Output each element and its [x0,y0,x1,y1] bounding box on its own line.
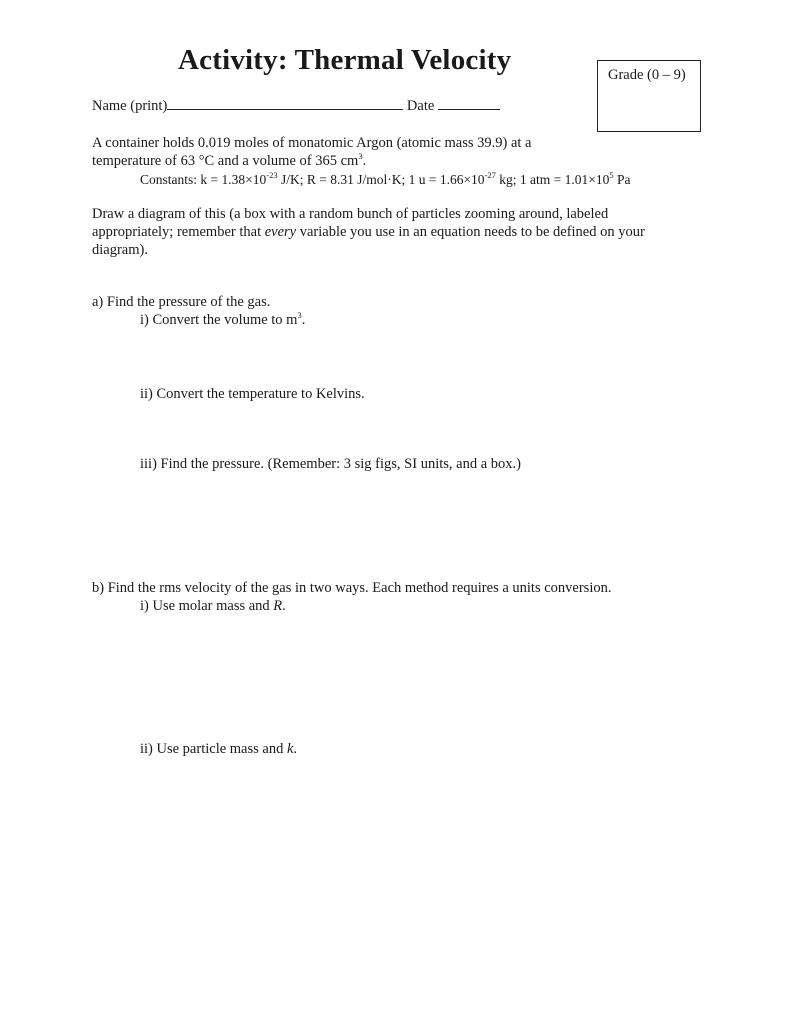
part-b-i-period: . [282,598,286,614]
intro-line-2-period: . [362,153,367,169]
date-label: Date [406,98,435,114]
diagram-instruction-line-1: Draw a diagram of this (a box with a random bunch of particles zooming around, labeled [92,206,609,222]
diagram-instruction-line-3: diagram). [92,242,148,258]
constants-line [140,172,631,188]
grade-label: Grade (0 – 9) [608,67,686,83]
part-b-heading: b) Find the rms velocity of the gas in two ways. Each method requires a units conversion. [92,580,612,596]
intro-line-2-text: temperature of 63 °C and a volume of 365 cm [92,153,359,169]
intro-cm3-superscript: 3 [358,151,363,161]
name-date-line [92,97,500,115]
intro-line-2 [92,153,366,170]
part-a-iii: iii) Find the pressure. (Remember: 3 sig figs, SI units, and a box.) [140,456,521,472]
part-a-i-text: i) Convert the volume to m [140,312,298,328]
constants-u-exponent: -27 [484,170,496,180]
part-b-i [140,598,286,615]
diagram-instruction-line-2 [92,224,645,241]
name-blank-field[interactable] [167,97,403,110]
part-a-ii: ii) Convert the temperature to Kelvins. [140,386,365,402]
intro-line-1: A container holds 0.019 moles of monatomic Argon (atomic mass 39.9) at a [92,135,532,151]
diagram-instruction-text-2: variable you use in an equation needs to be defined on your [296,224,645,240]
constants-atm-exponent: 5 [609,170,614,180]
constants-k: Constants: k = 1.38×10 [140,172,267,187]
part-b-ii-variable: k [286,741,294,757]
part-a-heading: a) Find the pressure of the gas. [92,294,271,310]
part-b-ii-period: . [293,741,298,757]
constants-pa: Pa [613,172,631,187]
diagram-instruction-emphasis: every [264,224,297,240]
diagram-instruction-text: appropriately; remember that [92,224,265,240]
part-b-i-text: i) Use molar mass and [140,598,274,614]
date-blank-field[interactable] [438,97,500,110]
part-b-ii [140,741,297,758]
part-b-i-variable: R [273,598,283,614]
constants-r-u: J/K; R = 8.31 J/mol·K; 1 u = 1.66×10 [277,172,485,187]
constants-atm: kg; 1 atm = 1.01×10 [495,172,610,187]
page-title: Activity: Thermal Velocity [178,44,512,76]
part-a-i [140,312,305,329]
part-a-i-period: . [301,312,306,328]
name-label: Name (print) [92,98,168,114]
part-a-i-superscript: 3 [297,310,302,320]
part-b-ii-text: ii) Use particle mass and [140,741,287,757]
grade-box[interactable] [597,60,701,132]
constants-k-exponent: -23 [266,170,278,180]
